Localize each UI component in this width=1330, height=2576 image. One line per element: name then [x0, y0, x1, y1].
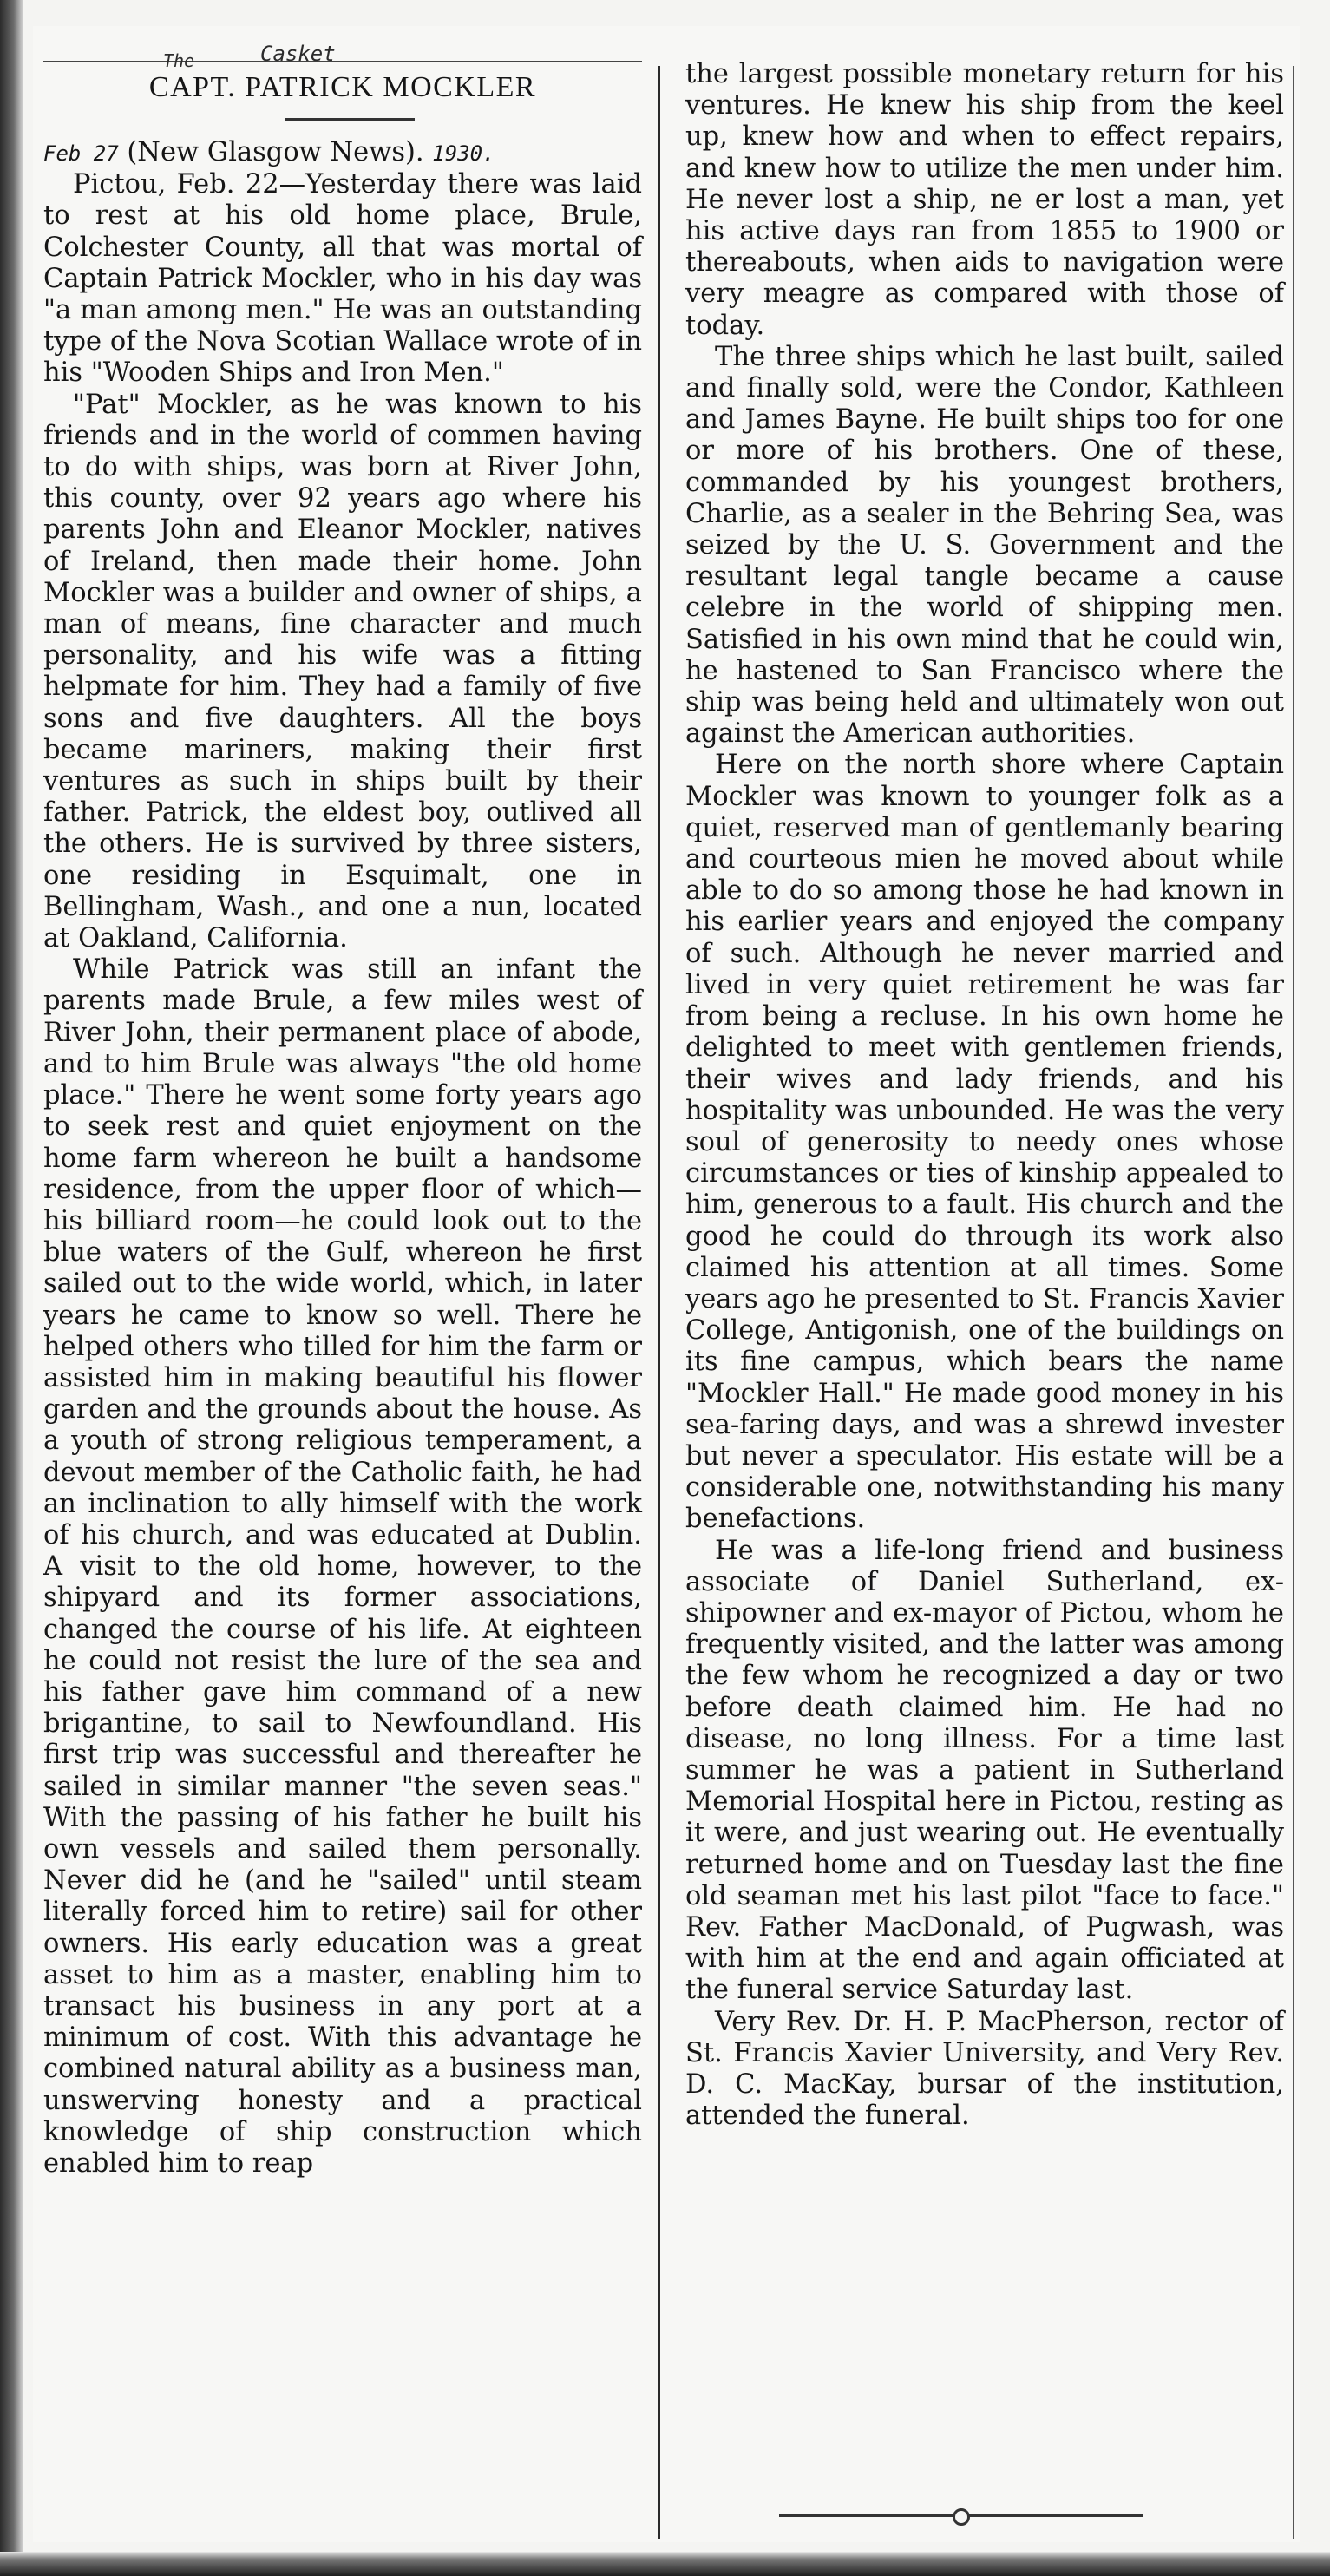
source-attribution: (New Glasgow News). [127, 137, 424, 167]
end-rule-ornament [953, 2508, 970, 2526]
dateline [43, 137, 642, 169]
handwritten-publication: Casket [260, 42, 336, 66]
right-border-rule [1293, 66, 1294, 2539]
handwritten-year: 1930. [432, 141, 495, 166]
handwritten-the: The [163, 50, 195, 71]
handwritten-date: Feb 27 [43, 141, 119, 166]
scan-shadow-bottom [0, 2552, 1330, 2576]
scan-shadow-left [0, 0, 23, 2576]
paragraph: Pictou, Feb. 22—Yesterday there was laid to rest at his old home place, Brule, Colchester County, all that was mortal of Captain Patrick Mockler, who in his day was "a man among men." He was an outstanding type of the Nova Scotian Wallace wrote of in his "Wooden Ships and Iron Men." [43, 169, 642, 389]
paragraph: the largest possible monetary return for his ventures. He knew his ship from the keel up, knew how and when to effect repairs, and knew how to utilize the men under him. He never lost a ship, ne er lost a man, yet his active days ran from 1855 to 1900 or thereabouts, when aids to navigation were very meagre as compared with those of today. [685, 59, 1284, 341]
left-column [43, 137, 642, 2179]
top-rule [43, 61, 642, 62]
paragraph: The three ships which he last built, sailed and finally sold, were the Condor, Kathleen and James Bayne. He built ships too for one or more of his brothers. One of these, commanded by his youngest brothers, Charlie, as a sealer in the Behring Sea, was seized by the U. S. Government and the resultant legal tangle became a cause celebre in the world of shipping men. Satisfied in his own mind that he could win, he hastened to San Francisco where the ship was being held and ultimately won out against the American authorities. [685, 341, 1284, 750]
paragraph: While Patrick was still an infant the parents made Brule, a few miles west of River John, their permanent place of abode, and to him Brule was always "the old home place." There he went some forty years ago to seek rest and quiet enjoyment on the home farm whereon he built a handsome residence, from the upper floor of which—his billiard room—he could look out to the blue waters of the Gulf, whereon he first sailed out to the wide world, which, in later years he came to know so well. There he helped others who tilled for him the farm or assisted him in making beautiful his flower garden and the grounds about the house. As a youth of strong religious temperament, a devout member of the Catholic faith, he had an inclination to ally himself with the work of his church, and was educated at Dublin. A visit to the old home, however, to the shipyard and its former associations, changed the course of his life. At eighteen he could not resist the lure of the sea and his father gave him command of a new brigantine, to sail to Newfoundland. His first trip was successful and thereafter he sailed in similar manner "the seven seas." With the passing of his father he built his own vessels and sailed them personally. Never did he (and he "sailed" until steam literally forced him to retire) sail for other owners. His early education was a great asset to him as a master, enabling him to transact his business in any port at a minimum of cost. With this advantage he combined natural ability as a business man, unswerving honesty and a practical knowledge of ship construction which enabled him to reap [43, 954, 642, 2179]
paragraph: He was a life-long friend and business associate of Daniel Sutherland, ex-shipowner and ex-mayor of Pictou, whom he frequently visited, and the latter was among the few whom he recognized a day or two before death claimed him. He had no disease, no long illness. For a time last summer he was a patient in Sutherland Memorial Hospital here in Pictou, resting as it were, and just wearing out. He eventually returned home and on Tuesday last the fine old seaman met his last pilot "face to face." Rev. Father MacDonald, of Pugwash, was with him at the end and again officiated at the funeral service Saturday last. [685, 1535, 1284, 2006]
right-column [685, 59, 1284, 2132]
headline: CAPT. PATRICK MOCKLER [148, 71, 537, 103]
column-divider [658, 66, 660, 2539]
headline-rule [285, 118, 415, 121]
newspaper-clipping [33, 26, 1300, 2542]
paragraph: Very Rev. Dr. H. P. MacPherson, rector of St. Francis Xavier University, and Very Rev. D. C. MacKay, bursar of the institution, attended the funeral. [685, 2006, 1284, 2132]
paragraph: Here on the north shore where Captain Mockler was known to younger folk as a quiet, reserved man of gentlemanly bearing and courteous mien he moved about while able to do so among those he had known in his earlier years and enjoyed the company of such. Although he never married and lived in very quiet retirement he was far from being a recluse. In his own home he delighted to meet with gentlemen friends, their wives and lady friends, and his hospitality was unbounded. He was the very soul of generosity to needy ones whose circumstances or ties of kinship appealed to him, generous to a fault. His church and the good he could do through its work also claimed his attention at all times. Some years ago he presented to St. Francis Xavier College, Antigonish, one of the buildings on its fine campus, which bears the name "Mockler Hall." He made good money in his sea-faring days, and was a shrewd invester but never a speculator. His estate will be a considerable one, notwithstanding his many benefactions. [685, 750, 1284, 1535]
paragraph: "Pat" Mockler, as he was known to his friends and in the world of commen having to do with ships, was born at River John, this county, over 92 years ago where his parents John and Eleanor Mockler, natives of Ireland, then made their home. John Mockler was a builder and owner of ships, a man of means, fine character and much personality, and his wife was a fitting helpmate for him. They had a family of five sons and five daughters. All the boys became mariners, making their first ventures as such in ships built by their father. Patrick, the eldest boy, outlived all the others. He is survived by three sisters, one residing in Esquimalt, one in Bellingham, Wash., and one a nun, located at Oakland, California. [43, 389, 642, 954]
